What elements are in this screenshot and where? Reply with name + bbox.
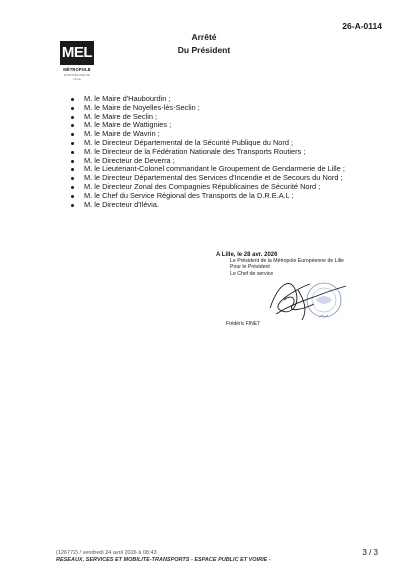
recipient-item: M. le Directeur de la Fédération Nationale des Transports Routiers ;: [70, 148, 380, 157]
signature-line-2: Pour le Président: [230, 264, 270, 271]
mel-logo: [60, 41, 94, 81]
signature-place-date: A Lille, le 28 avr. 2026: [216, 252, 278, 258]
footer-reference: (126772) / vendredi 24 avril 2026 à 08:43: [56, 550, 157, 556]
document-title: Arrêté: [191, 32, 217, 42]
recipient-item: M. le Directeur Départemental des Services d'Incendie et de Secours du Nord ;: [70, 174, 380, 183]
footer-department: RESEAUX, SERVICES ET MOBILITE-TRANSPORTS - ESPACE PUBLIC ET VOIRIE -: [56, 557, 271, 563]
recipient-item: M. le Lieutenant-Colonel commandant le Groupement de Gendarmerie de Lille ;: [70, 165, 380, 174]
recipient-item: M. le Maire de Seclin ;: [70, 113, 380, 122]
recipient-item: M. le Maire de Wavrin ;: [70, 130, 380, 139]
recipient-item: M. le Directeur Départemental de la Sécurité Publique du Nord ;: [70, 139, 380, 148]
recipient-item: M. le Directeur Zonal des Compagnies Républicaines de Sécurité Nord ;: [70, 183, 380, 192]
recipient-item: M. le Chef du Service Régional des Transports de la D.R.E.A.L ;: [70, 192, 380, 201]
signer-name: Frédéric FINET: [226, 321, 261, 327]
page-number: 3 / 3: [362, 548, 378, 557]
signature-stamp-image: [262, 270, 352, 330]
recipient-item: M. le Directeur d'Ilévia.: [70, 201, 380, 210]
recipient-list: [70, 95, 380, 209]
logo-mark: MEL: [60, 41, 94, 65]
signature-line-1: Le Président de la Métropole Européenne de Lille: [230, 258, 344, 265]
document-number: 26-A-0114: [342, 21, 382, 31]
recipient-item: M. le Directeur de Deverra ;: [70, 157, 380, 166]
signature-line-3: Le Chef de service: [230, 270, 274, 277]
recipient-item: M. le Maire de Noyelles-lès-Seclin ;: [70, 104, 380, 113]
logo-tagline: EUROPÉENNE DE LILLE: [63, 73, 90, 81]
recipient-item: M. le Maire de Wattignies ;: [70, 121, 380, 130]
recipient-item: M. le Maire d'Haubourdin ;: [70, 95, 380, 104]
handwritten-signature-icon: [270, 284, 346, 320]
official-stamp-icon: [307, 283, 341, 317]
logo-name: MÉTROPOLE: [63, 67, 91, 72]
document-subtitle: Du Président: [177, 45, 231, 55]
